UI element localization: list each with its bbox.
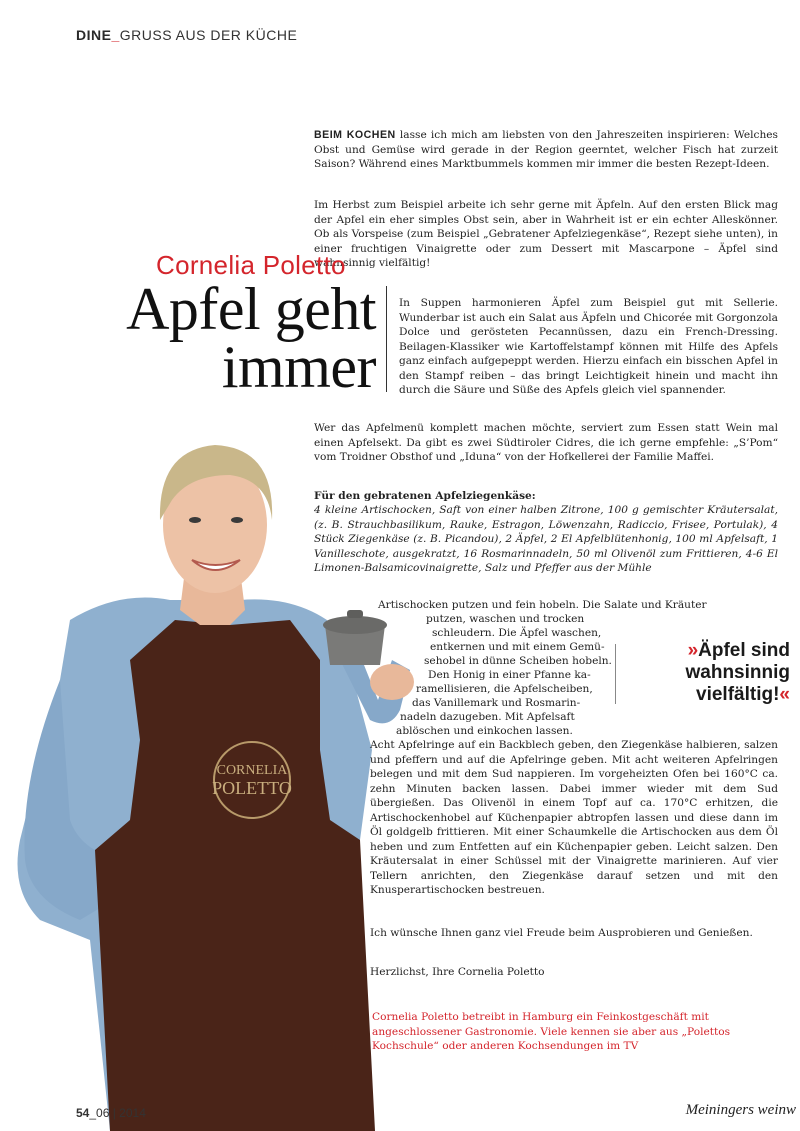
- recipe-title: Für den gebratenen Apfelziegenkäse:: [314, 490, 536, 502]
- paragraph-2: Im Herbst zum Beispiel arbeite ich sehr gerne mit Äpfeln. Auf den ersten Blick mag der Apfel ein eher simples Obst sein, aber in Wahrheit ist er ein echter Alleskönner. Ob als Vorspeise (zum Beispiel „Gebratener Apfelziegenkäse“, Rezept siehe unten), in einer fruchtigen Vinaigrette oder zum Dessert mit Mascarpone – Äpfel sind wahnsinnig vielfältig!: [314, 199, 778, 269]
- headline-divider: [386, 286, 387, 392]
- recipe-ingredients: 4 kleine Artischocken, Saft von einer halben Zitrone, 100 g gemischter Kräutersalat, (z. B. Strauchbasilikum, Rauke, Estragon, Löwenzahn, Radiccio, Frisee, Portulak), 4 Stück Ziegenkäse (z. B. Picandou), 2 Äpfel, 2 El Apfelblütenhonig, 100 ml Apfelsaft, 1 Vanilleschote, ausgekratzt, 16 Rosmarinnadeln, 50 ml Olivenöl zum Frittieren, 4-6 El Limonen-Balsamicovinaigrette, Salz und Pfeffer aus der Mühle: [314, 504, 778, 574]
- page-footer: [76, 1106, 146, 1120]
- step-line: putzen, waschen und trocken: [426, 613, 585, 625]
- issue-date: _06 | 2014: [89, 1106, 146, 1120]
- quote-close-mark: «: [779, 684, 790, 705]
- section-name: DINE: [76, 27, 112, 43]
- paragraph-3: In Suppen harmonieren Äpfel zum Beispiel gut mit Sellerie. Wunderbar ist auch ein Salat aus Äpfeln und Chicorée mit Gorgonzola Dolce und gerösteten Pecannüssen, dazu ein French-Dressing. Beilagen-Klassiker wie Kartoffelstampf können mit Hilfe des Apfels ganz einfach aufgepeppt werden. Hierzu einfach ein bisschen Apfel in den Stampf reiben – das bringt Leichtigkeit hinein und macht ihn durch die Säure und Süße des Apfels gleich viel spannender.: [399, 297, 778, 396]
- step-line: entkernen und mit einem Gemü-: [430, 641, 605, 653]
- paragraph-4: Wer das Apfelmenü komplett machen möchte, serviert zum Essen statt Wein mal einen Apfelsekt. Da gibt es zwei Südtiroler Cidres, die ich gerne empfehle: „S’Pom“ vom Troidner Obsthof und „Iduna“ von der Hofkellerei der Familie Maffei.: [314, 422, 778, 463]
- signature: Herzlichst, Ihre Cornelia Poletto: [370, 966, 545, 978]
- step-line: Artischocken putzen und fein hobeln. Die Salate und Kräuter: [378, 599, 707, 611]
- apron-logo-line1: CORNELIA: [216, 763, 288, 778]
- quote-divider: [615, 644, 616, 704]
- step-line: das Vanillemark und Rosmarin-: [412, 697, 581, 709]
- magazine-brand: Meiningers weinw: [685, 1102, 796, 1118]
- step-line: ramellisieren, die Apfelscheiben,: [416, 683, 593, 695]
- step-line: Den Honig in einer Pfanne ka-: [428, 669, 591, 681]
- intro-paragraph: [314, 128, 778, 172]
- quote-text: Äpfel sind wahnsinnig vielfältig!: [685, 640, 790, 705]
- recipe-steps: Acht Apfelringe auf ein Backblech geben, den Ziegenkäse halbieren, salzen und pfeffern und auf die Apfelringe geben. Mit acht weiteren Apfelringen belegen und mit dem Sud nappieren. Im vorgeheizten Ofen bei 160°C ca. zehn Minuten backen lassen. Dabei immer wieder mit dem Sud übergießen. Das Olivenöl in einem Topf auf ca. 170°C erhitzen, die Artischockenhobel auf Küchenpapier abtropfen lassen und diese dann im Öl goldgelb frittieren. Mit einer Schaumkelle die Artischocken aus dem Öl heben und zum Entfetten auf ein Küchenpapier geben. Leicht salzen. Den Kräutersalat in einer Schüssel mit der Vinaigrette marinieren. Auf vier Tellern anrichten, den Ziegenkäse darauf setzen und mit den Knusperartischocken bestreuen.: [370, 739, 778, 896]
- step-line: schleudern. Die Äpfel waschen,: [432, 627, 602, 639]
- author-name: Cornelia Poletto: [156, 250, 346, 280]
- headline-line-1: Apfel geht: [126, 276, 376, 342]
- headline-line-2: immer: [221, 334, 376, 400]
- step-line: ablöschen und einkochen lassen.: [396, 725, 573, 737]
- apron-logo-line2: POLETTO: [212, 778, 292, 798]
- intro-text: lasse ich mich am liebsten von den Jahreszeiten inspirieren: Welches Obst und Gemüse wird gerade in der Region geerntet, welcher Fisch hat zurzeit Saison? Während eines Marktbummels kommen mir immer die besten Rezept-Ideen.: [314, 129, 778, 170]
- page-number: 54: [76, 1106, 90, 1120]
- step-line: nadeln dazugeben. Mit Apfelsaft: [400, 711, 575, 723]
- pull-quote: [620, 640, 790, 706]
- section-separator: _: [111, 27, 120, 43]
- section-subtitle: GRUSS AUS DER KÜCHE: [119, 27, 298, 43]
- closing-text: Ich wünsche Ihnen ganz viel Freude beim Ausprobieren und Genießen.: [370, 927, 753, 939]
- section-header: [76, 27, 297, 43]
- chef-photo: [0, 420, 430, 1131]
- headline: [86, 276, 376, 400]
- intro-lead: BEIM KOCHEN: [314, 129, 396, 141]
- step-line: sehobel in dünne Scheiben hobeln.: [424, 655, 612, 667]
- quote-open-mark: »: [687, 640, 699, 661]
- author-bio: Cornelia Poletto betreibt in Hamburg ein Feinkostgeschäft mit angeschlossener Gastronomie. Viele kennen sie aber aus „Polettos Kochschule“ oder anderen Kochsendungen im TV: [372, 1011, 731, 1052]
